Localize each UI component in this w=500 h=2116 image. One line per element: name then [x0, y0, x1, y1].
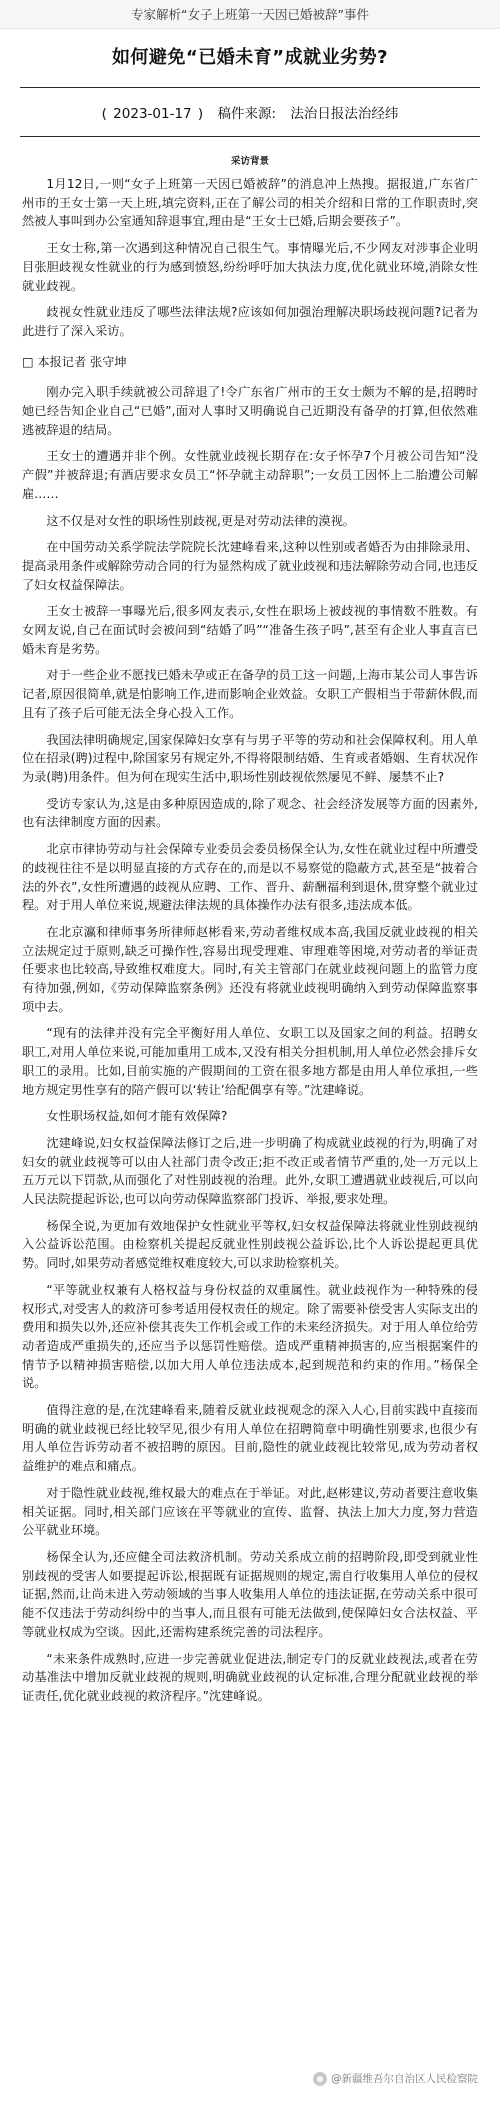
top-title-bar: [0, 0, 500, 29]
body-paragraph: 在北京瀛和律师事务所律师赵彬看来,劳动者维权成本高,我国反就业歧视的相关立法规定过于原则,缺乏可操作性,容易出现受理难、审理难等困境,对劳动者的举证责任要求也比较高,导致维权难度大。同时,有关主管部门在就业歧视问题上的监管力度有待加强,例如,《劳动保障监察条例》还没有将就业歧视明确纳入到劳动保障监察事项中去。: [22, 924, 478, 1014]
body-paragraph: 王女士的遭遇并非个例。女性就业歧视长期存在:女子怀孕7个月被公司告知“没产假”并被辞退;有酒店要求女员工“怀孕就主动辞职”;一女员工因怀上二胎遭公司解雇……: [22, 449, 478, 501]
intro-paragraph: 歧视女性就业违反了哪些法律法规?应该如何加强治理解决职场歧视问题?记者为此进行了深入采访。: [22, 305, 478, 338]
source-name: 法治日报法治经纬: [290, 106, 399, 122]
body-paragraph: 王女士被辞一事曝光后,很多网友表示,女性在职场上被歧视的事情数不胜数。有女网友说,自己在面试时会被问到“结婚了吗”“准备生孩子吗”,甚至有企业人事直言已婚未育是劣势。: [22, 604, 478, 656]
article-meta: [0, 102, 500, 122]
article-date: ( 2023-01-17 ): [101, 106, 204, 122]
headline: 如何避免“已婚未育”成就业劣势?: [111, 47, 389, 68]
body-paragraph: 对于隐性就业歧视,维权最大的难点在于举证。对此,赵彬建议,劳动者要注意收集相关证据。同时,相关部门应该在平等就业的宣传、监督、执法上加大力度,努力营造公平就业环境。: [22, 1485, 478, 1538]
body-paragraph: 沈建峰说,妇女权益保障法修订之后,进一步明确了构成就业歧视的行为,明确了对妇女的就业歧视等可以由人社部门责令改正;拒不改正或者情节严重的,处一万元以上五万元以下罚款,从而强化了对性别歧视的治理。此外,女职工遭遇就业歧视后,可以向人民法院提起诉讼,也可以向劳动保障监察部门投诉、举报,要求处理。: [22, 1135, 478, 1207]
watermark-text: @新疆维吾尔自治区人民检察院: [331, 2073, 478, 2085]
body-paragraph: 女性职场权益,如何才能有效保障?: [46, 1109, 228, 1124]
body-paragraph: 对于一些企业不愿找已婚未孕或正在备孕的员工这一问题,上海市某公司人事告诉记者,原因很简单,就是怕影响工作,进而影响企业效益。女职工产假相当于带薪休假,而且有了孩子后可能无法全身心投入工作。: [22, 668, 478, 720]
body-paragraph: 在中国劳动关系学院法学院院长沈建峰看来,这种以性别或者婚否为由排除录用、提高录用条件或解除劳动合同的行为显然构成了就业歧视和违法解除劳动合同,也违反了妇女权益保障法。: [22, 540, 478, 592]
body-paragraph: 受访专家认为,这是由多种原因造成的,除了观念、社会经济发展等方面的因素外,也有法律制度方面的因素。: [22, 796, 478, 830]
divider-top: [20, 87, 480, 88]
intro-paragraph: 王女士称,第一次遇到这种情况自己很生气。事情曝光后,不少网友对涉事企业明目张胆歧视女性就业的行为感到愤怒,纷纷呼吁加大执法力度,优化就业环境,消除女性就业歧视。: [22, 241, 478, 293]
body-paragraph: “平等就业权兼有人格权益与身份权益的双重属性。就业歧视作为一种特殊的侵权形式,对受害人的救济可参考适用侵权责任的规定。除了需要补偿受害人实际支出的费用和损失以外,还应补偿其丧失工作机会或工作的未来经济损失。对于用人单位给劳动者造成严重损失的,还应当予以惩罚性赔偿。造成严重精神损害的,应当根据案件的情节予以精神损害赔偿,以加大用人单位违法成本,起到规范和约束的作用。”杨保全说。: [22, 1282, 478, 1391]
divider-bottom: [20, 136, 480, 137]
article-body: [0, 175, 500, 1706]
intro-paragraph: 1月12日,一则“女子上班第一天因已婚被辞”的消息冲上热搜。据报道,广东省广州市的王女士第一天上班,填完资料,正在了解公司的相关介绍和日常的工作职责时,突然被人事叫到办公室通知辞退事宜,理由是“王女士已婚,后期会要孩子”。: [22, 177, 478, 229]
body-paragraph: 我国法律明确规定,国家保障妇女享有与男子平等的劳动和社会保障权利。用人单位在招录(聘)过程中,除国家另有规定外,不得将限制结婚、生育或者婚姻、生育状况作为录(聘)用条件。但为何在现实生活中,职场性别歧视依然屡见不鲜、屡禁不止?: [22, 732, 479, 784]
watermark: [313, 2071, 478, 2086]
body-paragraph: “未来条件成熟时,应进一步完善就业促进法,制定专门的反就业歧视法,或者在劳动基准法中增加反就业歧视的规则,明确就业歧视的认定标准,合理分配就业歧视的举证责任,优化就业歧视的救济程序。”沈建峰说。: [22, 1651, 478, 1703]
byline: □ 本报记者 张守坤: [22, 354, 127, 369]
section-label: 采访背景: [230, 156, 269, 167]
source-label: 稿件来源:: [217, 106, 277, 122]
body-paragraph: 北京市律协劳动与社会保障专业委员会委员杨保全认为,女性在就业过程中所遭受的歧视往往不是以明显直接的方式存在的,而是以不易察觉的隐蔽方式,甚至是“披着合法的外衣”,女性所遭遇的歧视从应聘、工作、晋升、薪酬福利到退休,贯穿整个就业过程。对于用人单位来说,规避法律法规的具体操作办法有很多,违法成本低。: [22, 842, 478, 913]
weibo-icon: [313, 2072, 327, 2086]
body-paragraph: 刚办完入职手续就被公司辞退了!令广东省广州市的王女士颇为不解的是,招聘时她已经告知企业自己“已婚”,面对人事时又明确说自己近期没有备孕的打算,但依然难逃被辞退的结局。: [22, 385, 478, 437]
body-paragraph: 值得注意的是,在沈建峰看来,随着反就业歧视观念的深入人心,目前实践中直接而明确的就业歧视已经比较罕见,很少有用人单位在招聘简章中明确性别要求,也很少有用人单位告诉劳动者不被招聘的原因。目前,隐性的就业歧视比较常见,成为劳动者权益维护的难点和痛点。: [22, 1403, 478, 1474]
body-paragraph: 杨保全说,为更加有效地保护女性就业平等权,妇女权益保障法将就业性别歧视纳入公益诉讼范围。由检察机关提起反就业性别歧视公益诉讼,比个人诉讼提起更具优势。同时,如果劳动者感觉维权难度较大,可以求助检察机关。: [22, 1218, 478, 1271]
top-title: 专家解析“女子上班第一天因已婚被辞”事件: [131, 7, 369, 22]
body-paragraph: 杨保全认为,还应健全司法救济机制。劳动关系成立前的招聘阶段,即受到就业性别歧视的受害人如要提起诉讼,根据既有证据规则的规定,需自行收集用人单位的侵权证据,然而,让尚未进入劳动领域的当事人收集用人单位的违法证据,在劳动关系中很可能不仅违法于劳动纠纷中的当事人,而且很有可能无法做到,使保障妇女合法权益、平等就业权成为空谈。因此,还需构建系统完善的司法程序。: [22, 1550, 478, 1639]
body-paragraph: 这不仅是对女性的职场性别歧视,更是对劳动法律的漠视。: [46, 513, 355, 528]
body-paragraph: “现有的法律并没有完全平衡好用人单位、女职工以及国家之间的利益。招聘女职工,对用人单位来说,可能加重用工成本,又没有相关分担机制,用人单位必然会排斥女职工的录用。比如,目前实施的产假期间的工资在很多地方都是由用人单位承担,一些地方规定男性享有的陪产假可以‘转让’给配偶享有等。”沈建峰说。: [22, 1026, 478, 1097]
